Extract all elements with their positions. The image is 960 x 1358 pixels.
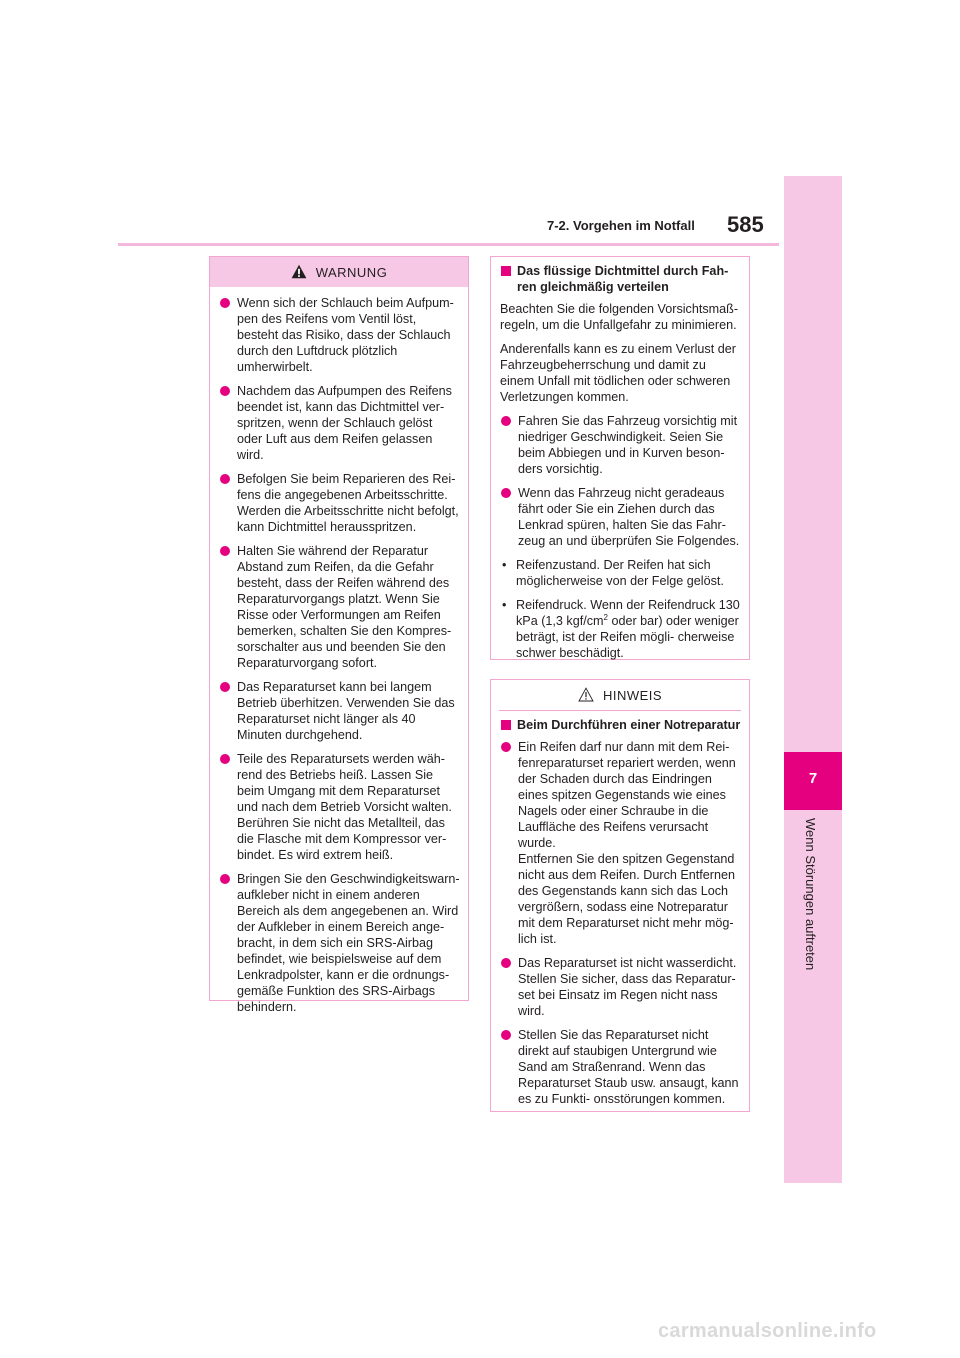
bullet-dot-icon — [220, 298, 230, 308]
warning-item: Das Reparaturset kann bei langem Betrieb überhitzen. Verwenden Sie das Reparaturset nicht länger als 40 Minuten durchgehend. — [219, 679, 460, 743]
bullet-dot-icon — [220, 386, 230, 396]
warning-title: WARNUNG — [315, 265, 388, 280]
square-bullet-icon — [501, 266, 511, 276]
warning-header — [210, 257, 468, 287]
caution-item: Fahren Sie das Fahrzeug vorsichtig mit niedriger Geschwindigkeit. Seien Sie beim Abbiegen und in Kurven beson- ders vorsichtig. — [500, 413, 741, 477]
caution-paragraph: Beachten Sie die folgenden Vorsichtsmaß- regeln, um die Unfallgefahr zu minimieren. — [500, 302, 739, 332]
notice-box — [490, 679, 750, 1112]
chapter-number: 7 — [808, 770, 818, 787]
caution-heading: Das flüssige Dichtmittel durch Fah- ren gleichmäßig verteilen — [500, 263, 741, 295]
warning-content — [210, 287, 468, 1015]
header-divider — [118, 243, 779, 246]
bullet-dot-icon — [501, 958, 511, 968]
notice-content — [491, 711, 749, 1107]
watermark: carmanualsonline.info — [658, 1320, 877, 1342]
caution-subitem: • Reifendruck. Wenn der Reifendruck 130 kPa (1,3 kgf/$cm^2$ oder bar) oder weniger beträgt, ist der Reifen mögli- cherweise schwer beschädigt. — [502, 598, 740, 660]
chapter-tab-strip — [784, 176, 842, 1183]
bullet-dot-icon — [220, 474, 230, 484]
warning-item: Teile des Reparatursets werden wäh- rend des Betriebs heiß. Lassen Sie beim Umgang mit dem Reparaturset und nach dem Betrieb Vorsicht walten. Berühren Sie nicht das Metallteil, das die Flasche mit dem Kompressor ver- bindet. Es wird extrem heiß. — [219, 751, 460, 863]
warning-triangle-icon — [291, 264, 307, 282]
notice-item: Stellen Sie das Reparaturset nicht direkt auf staubigen Untergrund wie Sand am Straßenrand. Wenn das Reparaturset Staub usw. ansaugt, kann es zu Funkti- onsstörungen kommen. — [500, 1027, 741, 1107]
section-title: 7-2. Vorgehen im Notfall — [547, 218, 695, 233]
bullet-dot-icon — [501, 488, 511, 498]
chapter-label-text: Wenn Störungen auftreten — [803, 818, 818, 971]
warning-box — [209, 256, 469, 1014]
page-number: 585 — [727, 212, 764, 237]
warning-item: Bringen Sie den Geschwindigkeitswarn- aufkleber nicht in einem anderen Bereich als dem angegebenen an. Wird der Aufkleber in einem Bereich ange- bracht, in dem sich ein SRS-Airbag befindet, wie beispielsweise auf dem Lenkradpolster, kann er die ordnungs- gemäße Funktion des SRS-Airbags behindern. — [219, 871, 460, 1015]
bullet-dot-icon — [220, 682, 230, 692]
warning-item: Nachdem das Aufpumpen des Reifens beendet ist, kann das Dichtmittel ver- spritzen, wenn der Schlauch gelöst oder Luft aus dem Reifen gelassen wird. — [219, 383, 460, 463]
notice-header — [491, 680, 749, 710]
bullet-dot-icon — [501, 742, 511, 752]
bullet-dot-icon — [220, 874, 230, 884]
warning-item: Befolgen Sie beim Reparieren des Rei- fens die angegebenen Arbeitsschritte. Werden die Arbeitsschritte nicht befolgt, kann Dichtmittel herausspritzen. — [219, 471, 460, 535]
caution-content — [491, 257, 749, 661]
notice-item: Das Reparaturset ist nicht wasserdicht. Stellen Sie sicher, dass das Reparatur- set bei Einsatz im Regen nicht nass wird. — [500, 955, 741, 1019]
bullet-dot-icon — [220, 754, 230, 764]
square-bullet-icon — [501, 720, 511, 730]
caution-subitem: • Reifenzustand. Der Reifen hat sich möglicherweise von der Felge gelöst. — [502, 558, 724, 588]
caution-triangle-icon — [578, 687, 594, 705]
warning-item: Wenn sich der Schlauch beim Aufpum- pen des Reifens vom Ventil löst, besteht das Risiko, dass der Schlauch durch den Luftdruck plötzlich umherwirbelt. — [219, 295, 460, 375]
bullet-dot-icon — [501, 416, 511, 426]
notice-title: HINWEIS — [602, 688, 663, 703]
warning-continued-box — [490, 256, 750, 660]
notice-heading: Beim Durchführen einer Notreparatur — [500, 717, 741, 733]
caution-item: Wenn das Fahrzeug nicht geradeaus fährt oder Sie ein Ziehen durch das Lenkrad spüren, halten Sie das Fahr- zeug an und überprüfen Sie Folgendes. — [500, 485, 741, 549]
bullet-dot-icon — [501, 1030, 511, 1040]
bullet-dot-icon — [220, 546, 230, 556]
notice-item: Ein Reifen darf nur dann mit dem Rei- fenreparaturset repariert werden, wenn der Schaden durch das Eindringen eines spitzen Gegenstands wie eines Nagels oder einer Schraube in die Lauffläche des Reifens verursacht wurde. Entfernen Sie den spitzen Gegenstand nicht aus dem Reifen. Durch Entfernen des Gegenstands kann sich das Loch vergrößern, sodass eine Notreparatur mit dem Reparaturset nicht mehr mög- lich ist. — [500, 739, 741, 947]
caution-paragraph: Anderenfalls kann es zu einem Verlust der Fahrzeugbeherrschung und damit zu einem Unfall mit tödlichen oder schweren Verletzungen kommen. — [500, 342, 736, 404]
chapter-label — [784, 818, 842, 998]
warning-item: Halten Sie während der Reparatur Abstand zum Reifen, da die Gefahr besteht, dass der Reifen während des Reparaturvorgangs platzt. Wenn Sie Risse oder Verformungen am Reifen bemerken, schalten Sie den Kompres- sorschalter aus und beenden Sie den Reparaturvorgang sofort. — [219, 543, 460, 671]
